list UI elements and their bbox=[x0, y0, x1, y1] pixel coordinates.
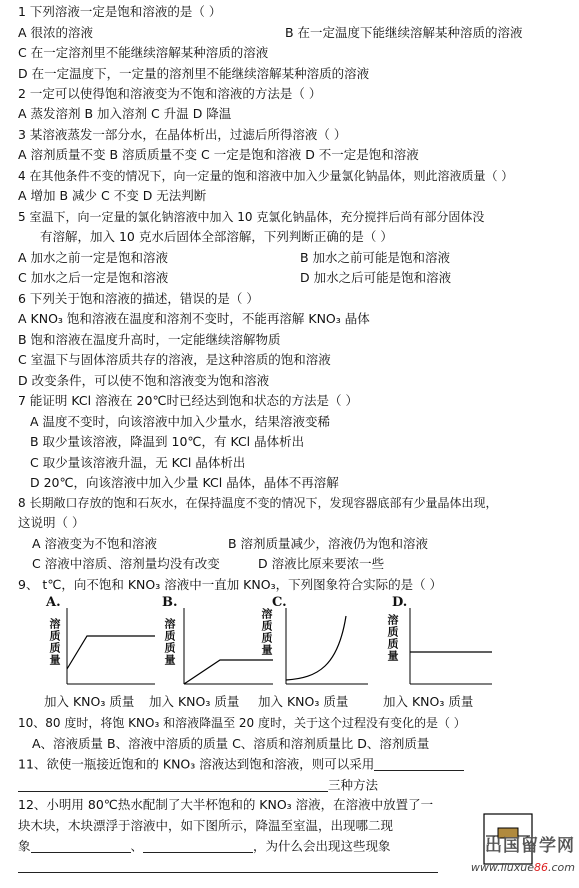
q8-option-a: A 溶液变为不饱和溶液 bbox=[32, 536, 158, 551]
chart-a-label: A. bbox=[46, 595, 61, 610]
question-12-cont: 块木块，木块漂浮于溶液中，如下图所示，降温至室温，出现哪二现 bbox=[18, 818, 394, 833]
chart-b-ylabel: 溶质质量 bbox=[163, 618, 176, 666]
q7-option-c: C 取少量该溶液升温，无 KCl 晶体析出 bbox=[30, 455, 246, 470]
question-11 bbox=[18, 758, 464, 771]
chart-c bbox=[258, 594, 378, 709]
question-12: 12、小明用 80℃热水配制了大半杯饱和的 KNO₃ 溶液，在溶液中放置了一 bbox=[18, 797, 434, 812]
question-4: 4 在其他条件不变的情况下，向一定量的饱和溶液中加入少量氯化钠晶体，则此溶液质量（ ） bbox=[18, 169, 514, 183]
q6-option-a: A KNO₃ 饱和溶液在温度和溶剂不变时，不能再溶解 KNO₃ 晶体 bbox=[18, 311, 370, 326]
q2-options: A 蒸发溶剂 B 加入溶剂 C 升温 D 降温 bbox=[18, 106, 232, 121]
question-10: 10、80 度时，将饱 KNO₃ 和溶液降温至 20 度时，关于这个过程没有变化的是（ ） bbox=[18, 716, 466, 730]
chart-d bbox=[380, 594, 500, 709]
q5-option-a: A 加水之前一定是饱和溶液 bbox=[18, 250, 169, 265]
chart-a-svg bbox=[30, 594, 160, 709]
question-8: 8 长期敞口存放的饱和石灰水，在保持温度不变的情况下，发现容器底部有少量晶体出现， bbox=[18, 496, 498, 510]
watermark-url: www.liuxue86.com bbox=[470, 861, 575, 874]
question-5: 5 室温下，向一定量的氯化钠溶液中加入 10 克氯化钠晶体，充分搅拌后尚有部分固体没 bbox=[18, 210, 485, 224]
chart-c-svg bbox=[258, 594, 378, 709]
chart-a-series-line bbox=[67, 636, 155, 669]
q7-option-b: B 取少量该溶液，降温到 10℃，有 KCl 晶体析出 bbox=[30, 434, 305, 449]
chart-d-label: D. bbox=[392, 595, 408, 610]
question-11-tail: 三种方法 bbox=[328, 777, 379, 793]
q8-option-c: C 溶液中溶质、溶剂量均没有改变 bbox=[32, 556, 220, 571]
q4-options: A 增加 B 减少 C 不变 D 无法判断 bbox=[18, 188, 207, 203]
q3-options: A 溶剂质量不变 B 溶质质量不变 C 一定是饱和溶液 D 不一定是饱和溶液 bbox=[18, 147, 419, 162]
question-3: 3 某溶液蒸发一部分水，在晶体析出，过滤后所得溶液（ ） bbox=[18, 127, 347, 142]
q8-option-d: D 溶液比原来要浓一些 bbox=[258, 556, 385, 571]
chart-d-xlabel: 加入 KNO₃ 质量 bbox=[383, 694, 474, 709]
q11-blank-1 bbox=[374, 758, 464, 771]
question-1: 1 下列溶液一定是饱和溶液的是（ ） bbox=[18, 4, 222, 19]
q6-option-d: D 改变条件，可以使不饱和溶液变为饱和溶液 bbox=[18, 373, 270, 388]
chart-b-label: B. bbox=[162, 595, 178, 610]
q12-blank-3 bbox=[18, 860, 438, 873]
question-11-cont bbox=[18, 779, 378, 792]
q5-option-d: D 加水之后可能是饱和溶液 bbox=[300, 270, 452, 285]
q6-option-c: C 室温下与固体溶质共存的溶液，是这种溶质的饱和溶液 bbox=[18, 352, 331, 367]
chart-d-svg bbox=[380, 594, 500, 709]
q7-option-d: D 20℃，向该溶液中加入少量 KCl 晶体，晶体不再溶解 bbox=[30, 475, 339, 490]
chart-c-series-line bbox=[286, 616, 346, 680]
question-6: 6 下列关于饱和溶液的描述，错误的是（ ） bbox=[18, 291, 259, 306]
chart-a-xlabel: 加入 KNO₃ 质量 bbox=[44, 694, 135, 709]
q1-option-d: D 在一定温度下，一定量的溶剂里不能继续溶解某种溶质的溶液 bbox=[18, 66, 370, 81]
question-12-prefix: 象 bbox=[18, 838, 31, 854]
q5-option-b: B 加水之前可能是饱和溶液 bbox=[300, 250, 451, 265]
question-9: 9、 t℃，向不饱和 KNO₃ 溶液中一直加 KNO₃，下列图象符合实际的是（ ） bbox=[18, 577, 443, 592]
q7-option-a: A 温度不变时，向该溶液中加入少量水，结果溶液变稀 bbox=[30, 414, 331, 429]
question-12-line3: 象 、 ，为什么会出现这些现象 bbox=[18, 838, 391, 854]
q8-option-b: B 溶剂质量减少，溶液仍为饱和溶液 bbox=[228, 536, 429, 551]
question-7: 7 能证明 KCl 溶液在 20℃时已经达到饱和状态的方法是（ ） bbox=[18, 393, 358, 408]
watermark-title: 出国留学网 bbox=[485, 836, 575, 856]
chart-a-ylabel: 溶质质量 bbox=[48, 618, 61, 666]
question-12-why: 为什么会出现这些现象 bbox=[265, 838, 391, 854]
question-12-line4 bbox=[18, 860, 438, 873]
chart-c-xlabel: 加入 KNO₃ 质量 bbox=[258, 694, 349, 709]
q12-blank-1 bbox=[31, 840, 131, 853]
chart-a bbox=[30, 594, 160, 709]
chart-c-ylabel: 溶质质量 bbox=[260, 608, 273, 656]
q5-option-c: C 加水之后一定是饱和溶液 bbox=[18, 270, 169, 285]
q1-option-a: A 很浓的溶液 bbox=[18, 25, 94, 40]
chart-b-xlabel: 加入 KNO₃ 质量 bbox=[149, 694, 240, 709]
q12-blank-2 bbox=[143, 840, 253, 853]
q1-option-c: C 在一定溶剂里不能继续溶解某种溶质的溶液 bbox=[18, 45, 269, 60]
watermark bbox=[465, 836, 575, 884]
q6-option-b: B 饱和溶液在温度升高时，一定能继续溶解物质 bbox=[18, 332, 281, 347]
question-8-cont: 这说明（ ） bbox=[18, 515, 85, 530]
q1-option-b: B 在一定温度下能继续溶解某种溶质的溶液 bbox=[285, 25, 523, 40]
chart-c-label: C. bbox=[272, 595, 287, 610]
question-5-cont: 有溶解，加入 10 克水后固体全部溶解，下列判断正确的是（ ） bbox=[40, 229, 393, 244]
q10-options: A、溶液质量 B、溶液中溶质的质量 C、溶质和溶剂质量比 D、溶剂质量 bbox=[32, 736, 430, 751]
question-2: 2 一定可以使得饱和溶液变为不饱和溶液的方法是（ ） bbox=[18, 86, 322, 101]
q11-blank-2 bbox=[18, 779, 328, 792]
chart-d-ylabel: 溶质质量 bbox=[386, 614, 399, 662]
question-11-text: 11、欲使一瓶接近饱和的 KNO₃ 溶液达到饱和溶液，则可以采用 bbox=[18, 756, 375, 772]
